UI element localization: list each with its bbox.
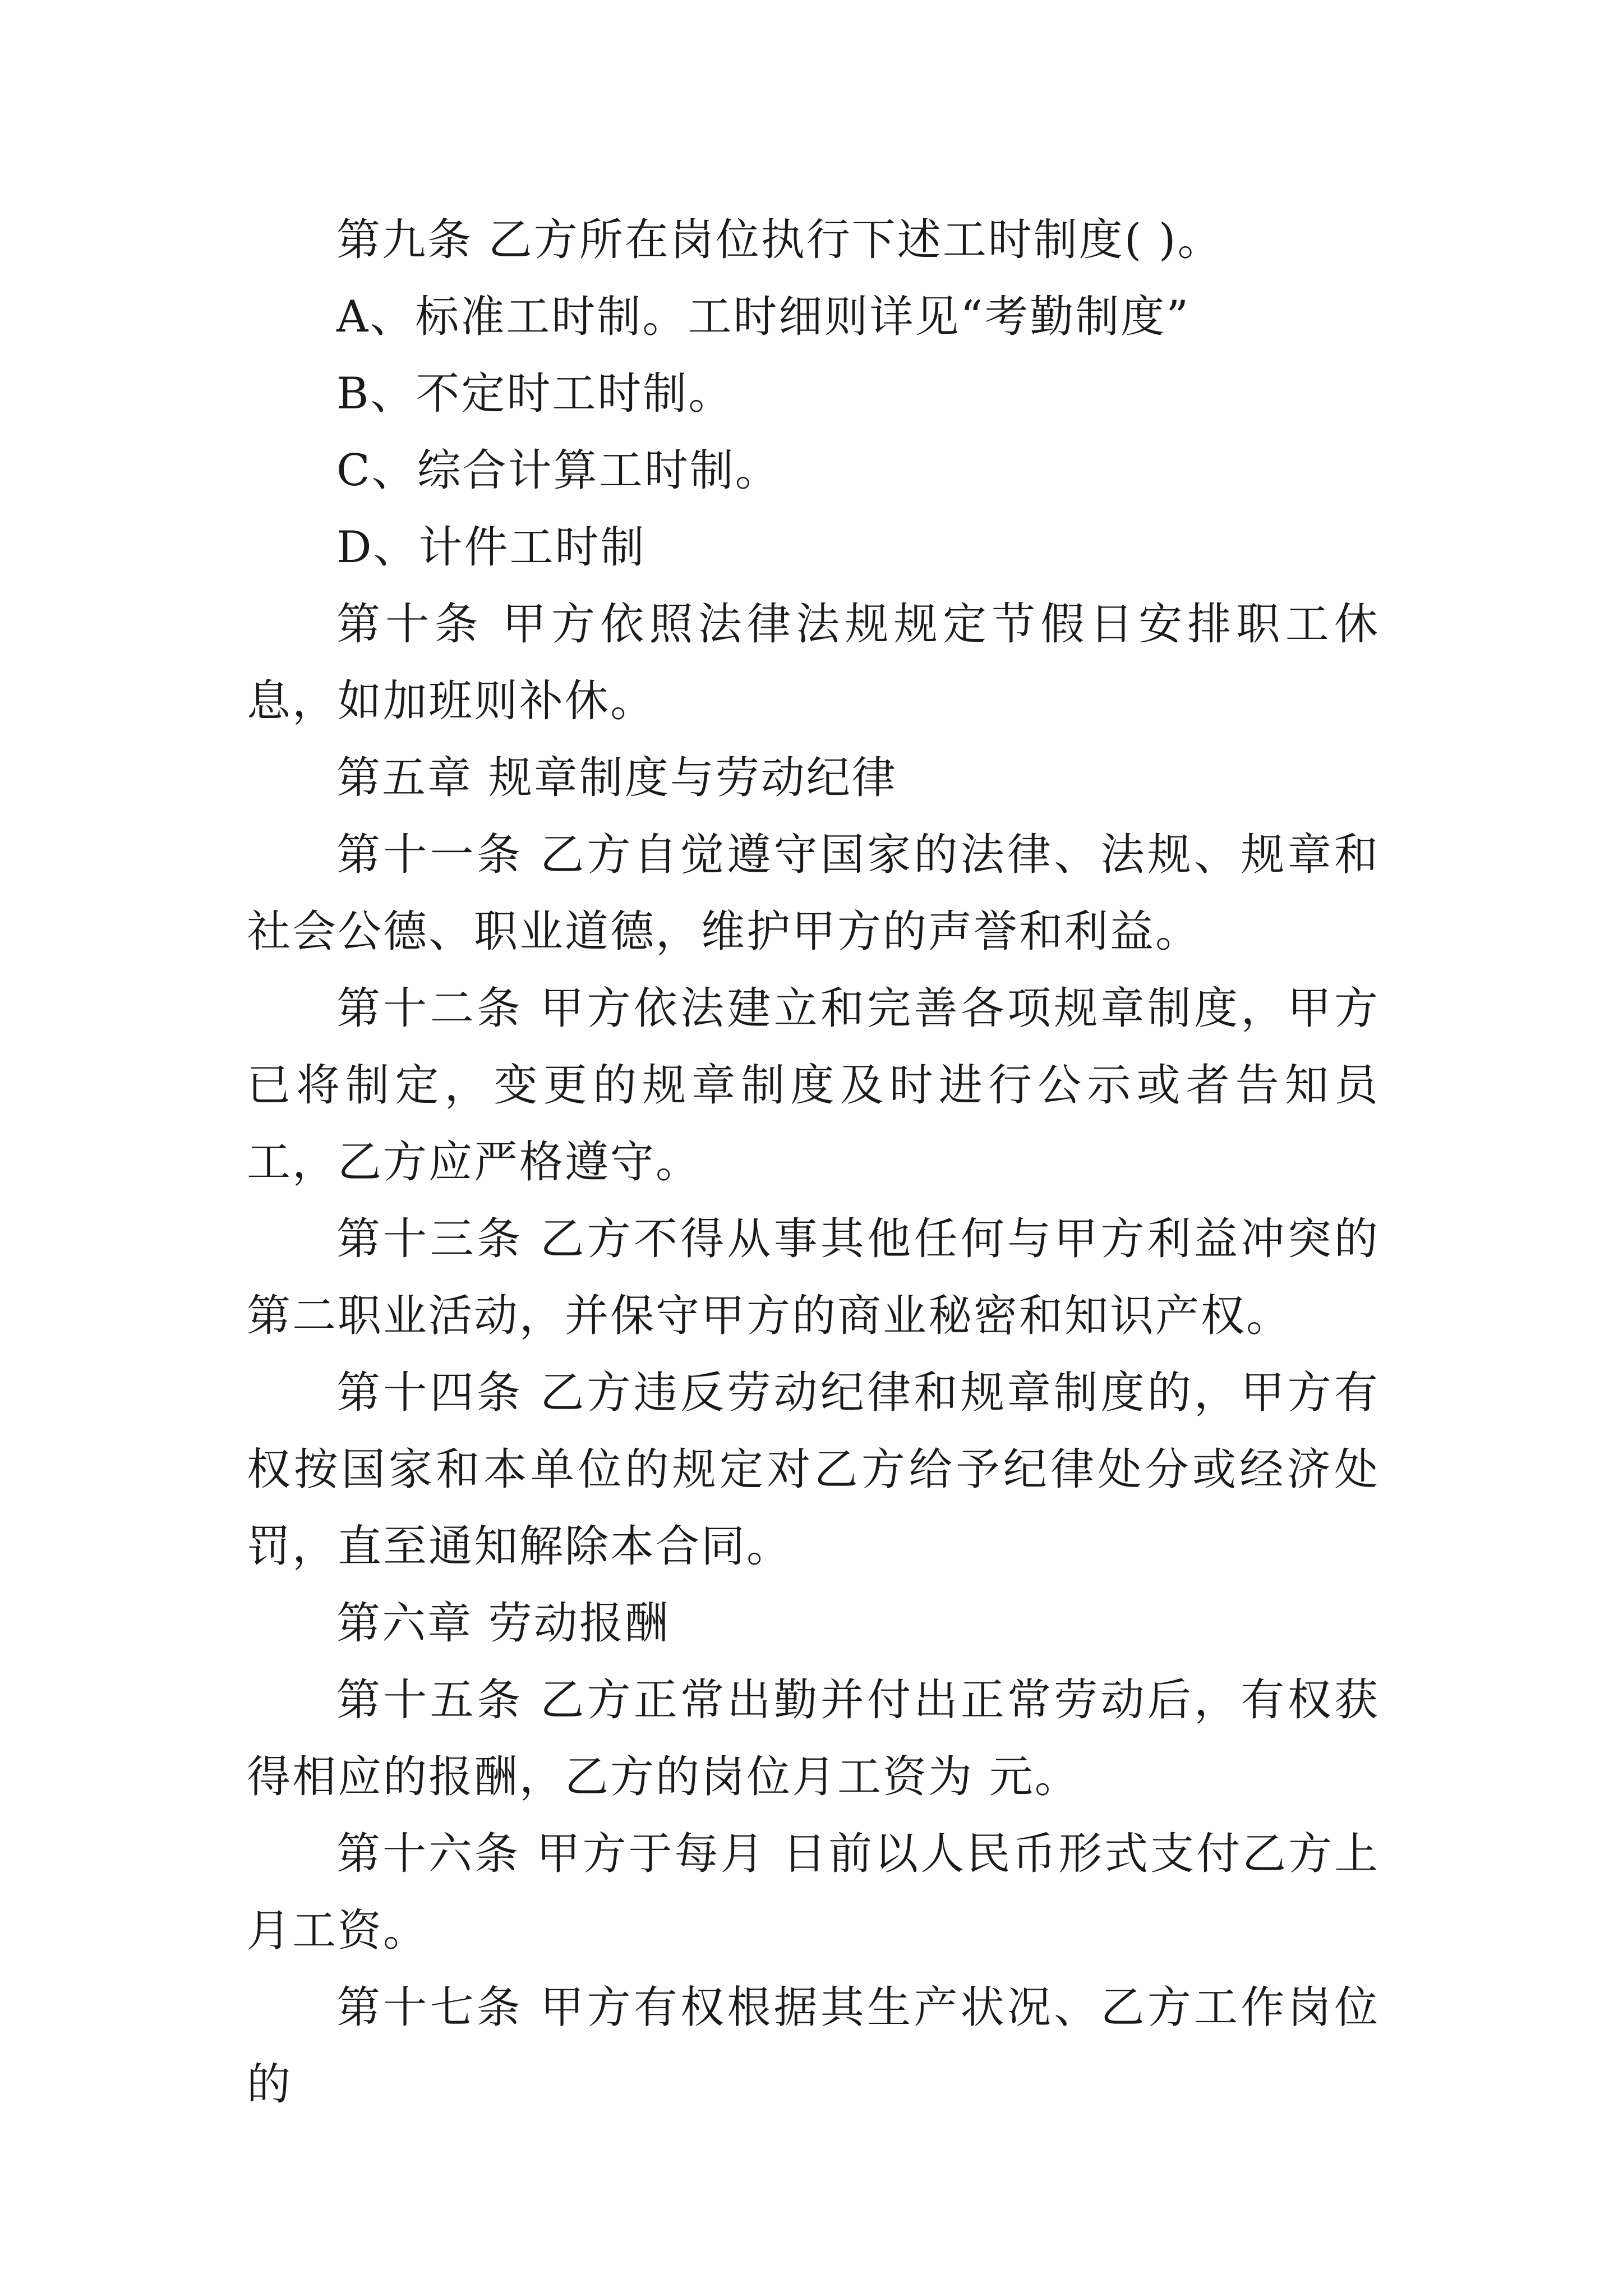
article-15: 第十五条 乙方正常出勤并付出正常劳动后，有权获得相应的报酬，乙方的岗位月工资为 元。: [247, 1675, 1380, 1802]
article-14: 第十四条 乙方违反劳动纪律和规章制度的，甲方有权按国家和本单位的规定对乙方给予纪律处分或经济处罚，直至通知解除本合同。: [247, 1368, 1380, 1572]
article-13: 第十三条 乙方不得从事其他任何与甲方利益冲突的第二职业活动，并保守甲方的商业秘密和知识产权。: [247, 1214, 1380, 1341]
article-10: 第十条 甲方依照法律法规规定节假日安排职工休息，如加班则补休。: [247, 599, 1380, 726]
document-body: [247, 202, 1380, 2123]
article-17: 第十七条 甲方有权根据其生产状况、乙方工作岗位的: [247, 1982, 1380, 2110]
article-12: 第十二条 甲方依法建立和完善各项规章制度，甲方已将制定，变更的规章制度及时进行公示或者告知员工，乙方应严格遵守。: [247, 983, 1380, 1188]
article-9: 第九条 乙方所在岗位执行下述工时制度( )。: [336, 215, 1223, 265]
chapter-5-heading: 第五章 规章制度与劳动纪律: [336, 753, 897, 803]
article-16: 第十六条 甲方于每月 日前以人民币形式支付乙方上月工资。: [247, 1829, 1380, 1956]
option-a: A、标准工时制。工时细则详见“考勤制度”: [336, 292, 1191, 342]
option-b: B、不定时工时制。: [336, 369, 734, 419]
option-d: D、计件工时制: [336, 522, 646, 573]
chapter-6-heading: 第六章 劳动报酬: [336, 1598, 670, 1649]
option-c: C、综合计算工时制。: [336, 445, 781, 496]
article-11: 第十一条 乙方自觉遵守国家的法律、法规、规章和社会公德、职业道德，维护甲方的声誉和利益。: [247, 830, 1380, 957]
